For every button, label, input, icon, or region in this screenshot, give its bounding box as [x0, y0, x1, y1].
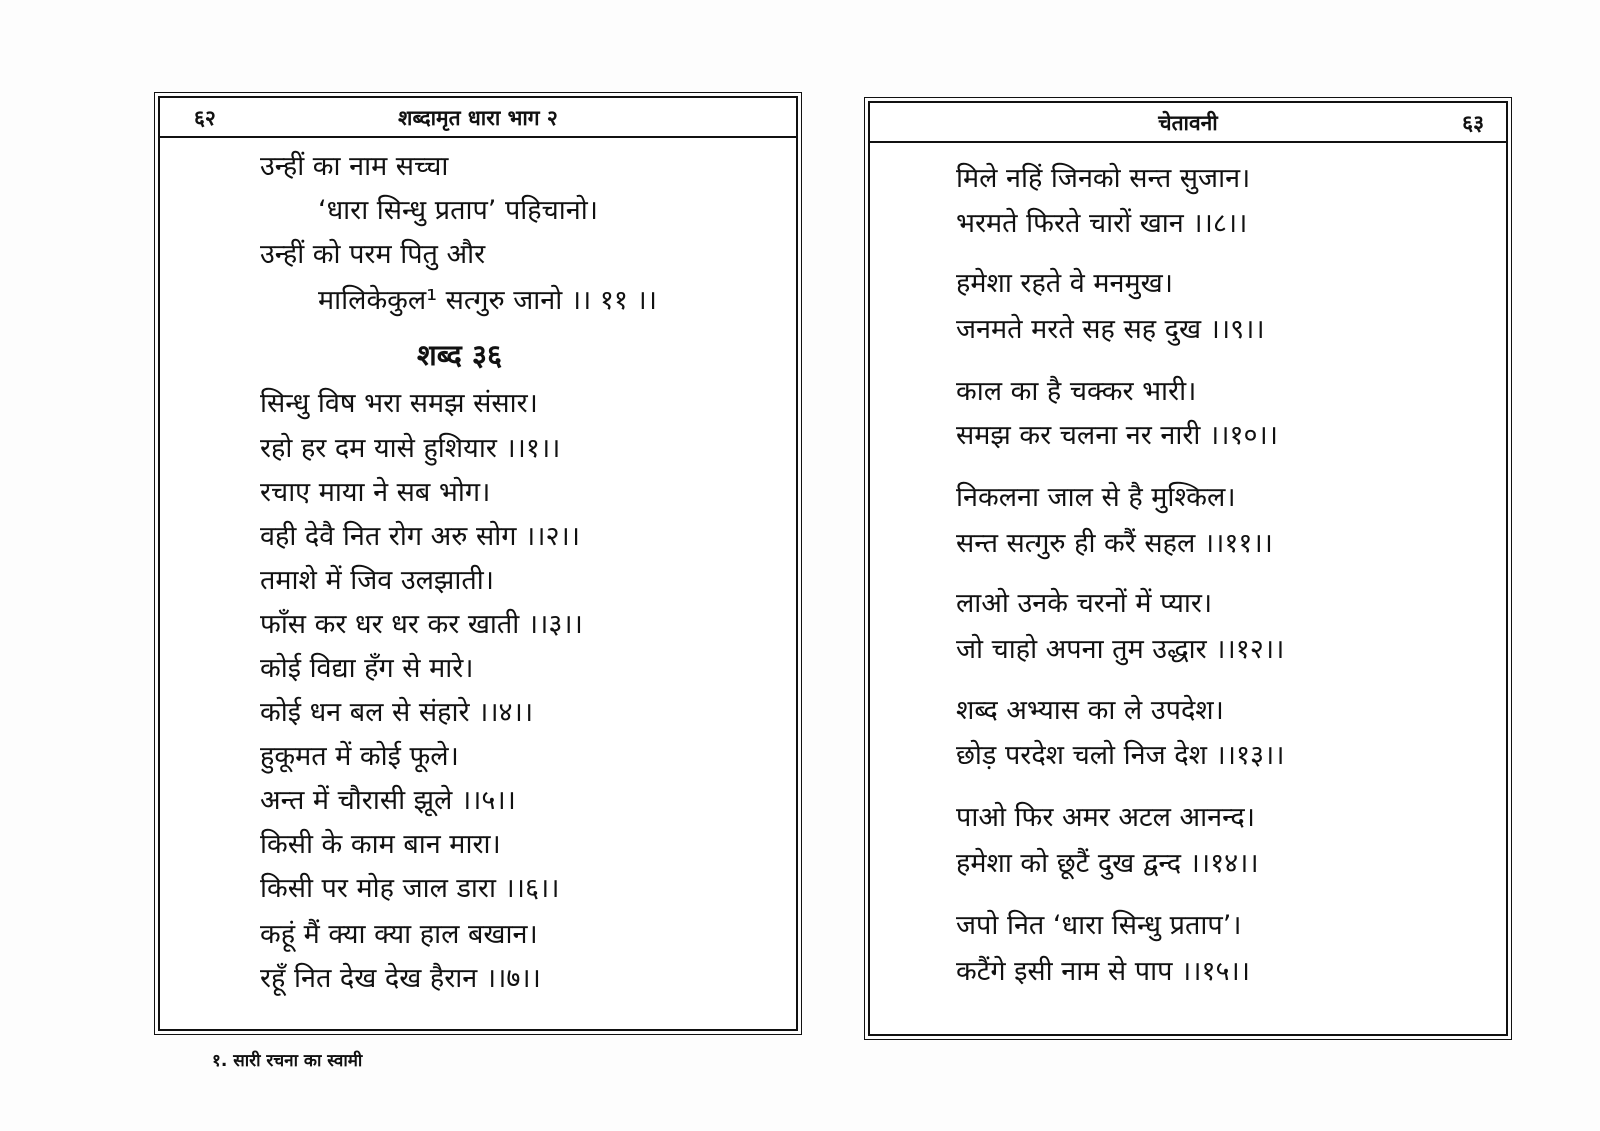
verse-line: अन्त में चौरासी झूले ।।५।। [260, 785, 516, 816]
verse-line: सिन्धु विष भरा समझ संसार। [260, 388, 538, 419]
verse-line: छोड़ परदेश चलो निज देश ।।१३।। [956, 740, 1285, 771]
page-header [870, 103, 1506, 143]
verse-line: शब्द अभ्यास का ले उपदेश। [956, 695, 1224, 726]
verse-line: रचाए माया ने सब भोग। [260, 477, 491, 508]
verse-line: कोई धन बल से संहारे ।।४।। [260, 697, 534, 728]
section-heading: शब्द ३६ [417, 338, 503, 372]
verse-line: कहूं मैं क्या क्या हाल बखान। [260, 919, 538, 950]
verse-line: पाओ फिर अमर अटल आनन्द। [956, 802, 1255, 833]
verse-line: काल का है चक्कर भारी। [956, 376, 1197, 407]
left-page [158, 96, 798, 1031]
verse-line: रहो हर दम यासे हुशियार ।।१।। [260, 433, 561, 464]
verse-line: हुकूमत में कोई फूले। [260, 741, 459, 772]
page-number: ६२ [194, 106, 216, 130]
verse-line: कोई विद्या हँग से मारे। [260, 653, 474, 684]
verse-line: किसी पर मोह जाल डारा ।।६।। [260, 873, 560, 904]
verse-line: कटैंगे इसी नाम से पाप ।।१५।। [956, 956, 1251, 987]
page-header [160, 98, 796, 138]
verse-line: ‘धारा सिन्धु प्रताप’ पहिचानो। [318, 195, 598, 226]
verse-line: मिले नहिं जिनको सन्त सुजान। [956, 163, 1251, 194]
verse-line: सन्त सत्गुरु ही करैं सहल ।।११।। [956, 528, 1273, 559]
footnote: १. सारी रचना का स्वामी [212, 1051, 363, 1071]
verse-line: लाओ उनके चरनों में प्यार। [956, 588, 1213, 619]
verse-line: हमेशा को छूटैं दुख द्वन्द ।।१४।। [956, 848, 1259, 879]
verse-line: हमेशा रहते वे मनमुख। [956, 268, 1173, 299]
verse-line: रहूँ नित देख देख हैरान ।।७।। [260, 963, 541, 994]
verse-line: वही देवै नित रोग अरु सोग ।।२।। [260, 521, 580, 552]
verse-line: उन्हीं को परम पितु और [260, 239, 486, 270]
verse-line: मालिकेकुल¹ सत्गुरु जानो ।। ११ ।। [318, 285, 657, 316]
verse-line: जो चाहो अपना तुम उद्धार ।।१२।। [956, 634, 1285, 665]
verse-line: निकलना जाल से है मुश्किल। [956, 482, 1236, 513]
verse-line: तमाशे में जिव उलझाती। [260, 565, 494, 596]
page-number: ६३ [1462, 111, 1484, 135]
verse-line: फाँस कर धर धर कर खाती ।।३।। [260, 609, 583, 640]
verse-line: उन्हीं का नाम सच्चा [260, 151, 449, 182]
right-page [868, 101, 1508, 1036]
verse-line: जनमते मरते सह सह दुख ।।९।। [956, 314, 1265, 345]
verse-line: भरमते फिरते चारों खान ।।८।। [956, 208, 1248, 239]
running-title: चेतावनी [1158, 111, 1218, 135]
verse-line: किसी के काम बान मारा। [260, 829, 501, 860]
verse-line: समझ कर चलना नर नारी ।।१०।। [956, 420, 1278, 451]
verse-line: जपो नित ‘धारा सिन्धु प्रताप’। [956, 910, 1242, 941]
running-title: शब्दामृत धारा भाग २ [398, 106, 558, 130]
